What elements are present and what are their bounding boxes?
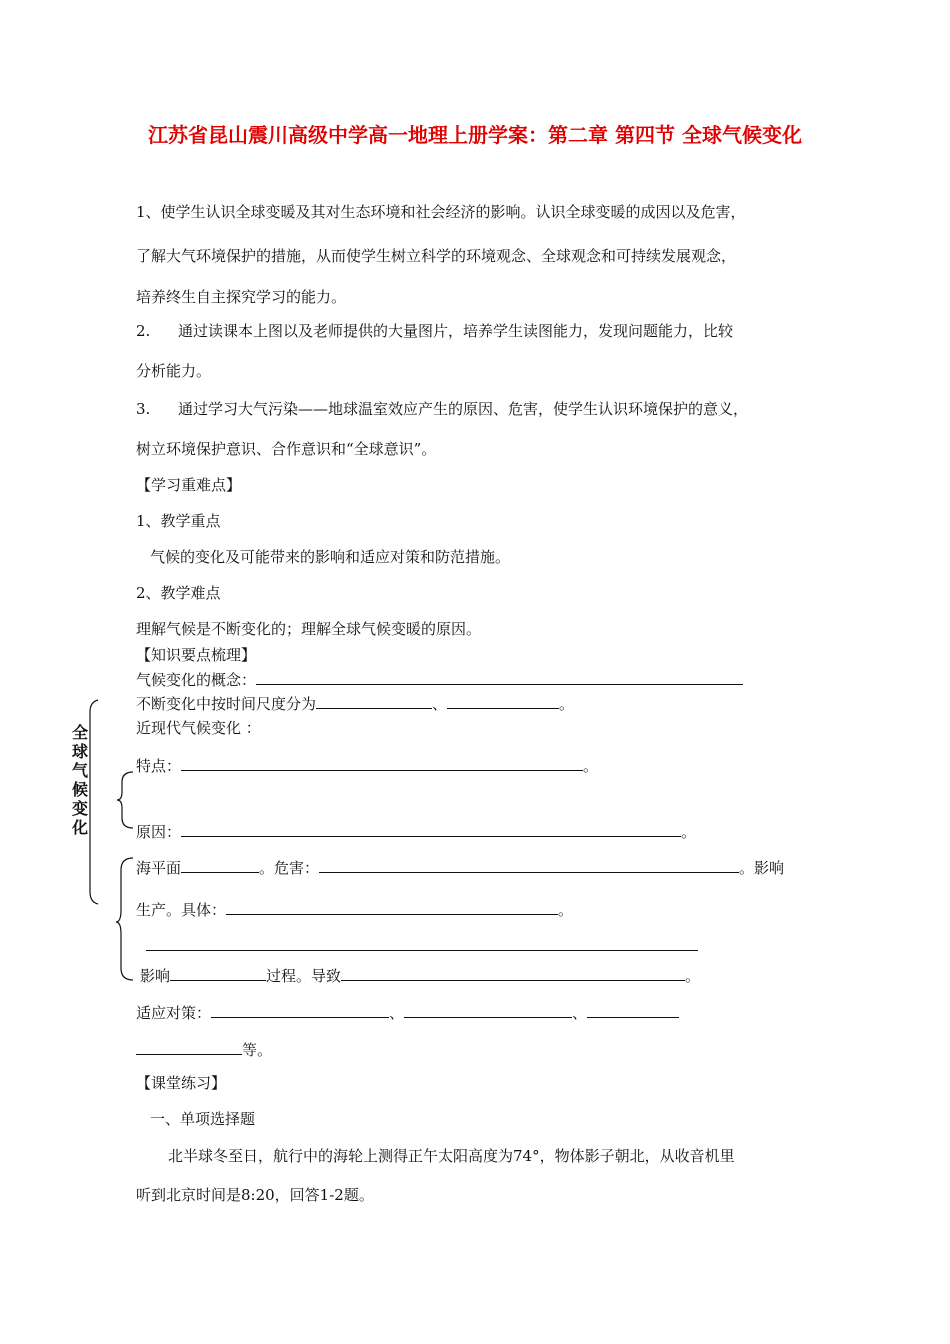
period: 。: [583, 757, 599, 775]
affect-label: 。影响: [739, 859, 785, 877]
etc-label: 等。: [242, 1041, 273, 1059]
page-title: 江苏省昆山震川高级中学高一地理上册学案：第二章 第四节 全球气候变化: [148, 123, 802, 147]
objective-2-line-1: 通过读课本上图以及老师提供的大量图片，培养学生读图能力，发现问题能力，比较: [178, 322, 734, 340]
period: 。: [559, 695, 575, 713]
question-line-1: 北半球冬至日，航行中的海轮上测得正午太阳高度为74°，物体影子朝北，从收音机里: [168, 1147, 735, 1165]
modern-change-label: 近现代气候变化 ：: [136, 719, 261, 737]
objective-1-line-1: 1、使学生认识全球变暖及其对生态环境和社会经济的影响。认识全球变暖的成因以及危害，: [136, 203, 746, 221]
process-label: 过程。导致: [266, 967, 342, 985]
cause-brace: [117, 772, 133, 828]
period: 。: [681, 823, 697, 841]
key-points-heading: 【学习重难点】: [136, 476, 242, 494]
harm-label: 。危害：: [259, 859, 320, 877]
practice-heading: 【课堂练习】: [136, 1074, 227, 1092]
period: 。: [685, 967, 701, 985]
big-brace: [90, 700, 98, 904]
objective-2-number: 2.: [136, 322, 151, 340]
objective-1-line-3: 培养终生自主探究学习的能力。: [136, 288, 347, 306]
objective-3-number: 3.: [136, 400, 151, 418]
side-label-global-climate-change: 全球气候变化: [71, 723, 88, 837]
difficulty-label: 2、教学难点: [136, 584, 221, 602]
separator: 、: [572, 1004, 588, 1022]
affect-label-2: 影响: [140, 967, 171, 985]
knowledge-heading: 【知识要点梳理】: [136, 646, 257, 664]
objective-3-line-1: 通过学习大气污染——地球温室效应产生的原因、危害，使学生认识环境保护的意义，: [178, 400, 749, 418]
objective-1-line-2: 了解大气环境保护的措施，从而使学生树立科学的环境观念、全球观念和可持续发展观念，: [136, 247, 737, 265]
focus-label: 1、教学重点: [136, 512, 221, 530]
objective-2-line-2: 分析能力。: [136, 362, 212, 380]
production-label: 生产。具体：: [136, 901, 227, 919]
practice-section: 一、单项选择题: [150, 1110, 256, 1128]
objective-3-line-2: 树立环境保护意识、合作意识和“全球意识”。: [136, 440, 437, 458]
question-line-2: 听到北京时间是8:20，回答1-2题。: [136, 1186, 374, 1204]
separator: 、: [389, 1004, 405, 1022]
impact-brace: [116, 858, 133, 980]
period: 。: [558, 901, 574, 919]
adapt-label: 适应对策：: [136, 1004, 212, 1022]
concept-label: 气候变化的概念：: [136, 671, 257, 689]
sea-level-label: 海平面: [136, 859, 182, 877]
focus-text: 气候的变化及可能带来的影响和适应对策和防范措施。: [150, 548, 511, 566]
separator: 、: [432, 695, 448, 713]
difficulty-text: 理解气候是不断变化的；理解全球气候变暖的原因。: [136, 620, 482, 638]
cause-label: 原因：: [136, 823, 182, 841]
scale-label: 不断变化中按时间尺度分为: [136, 695, 317, 713]
feature-label: 特点：: [136, 757, 182, 775]
